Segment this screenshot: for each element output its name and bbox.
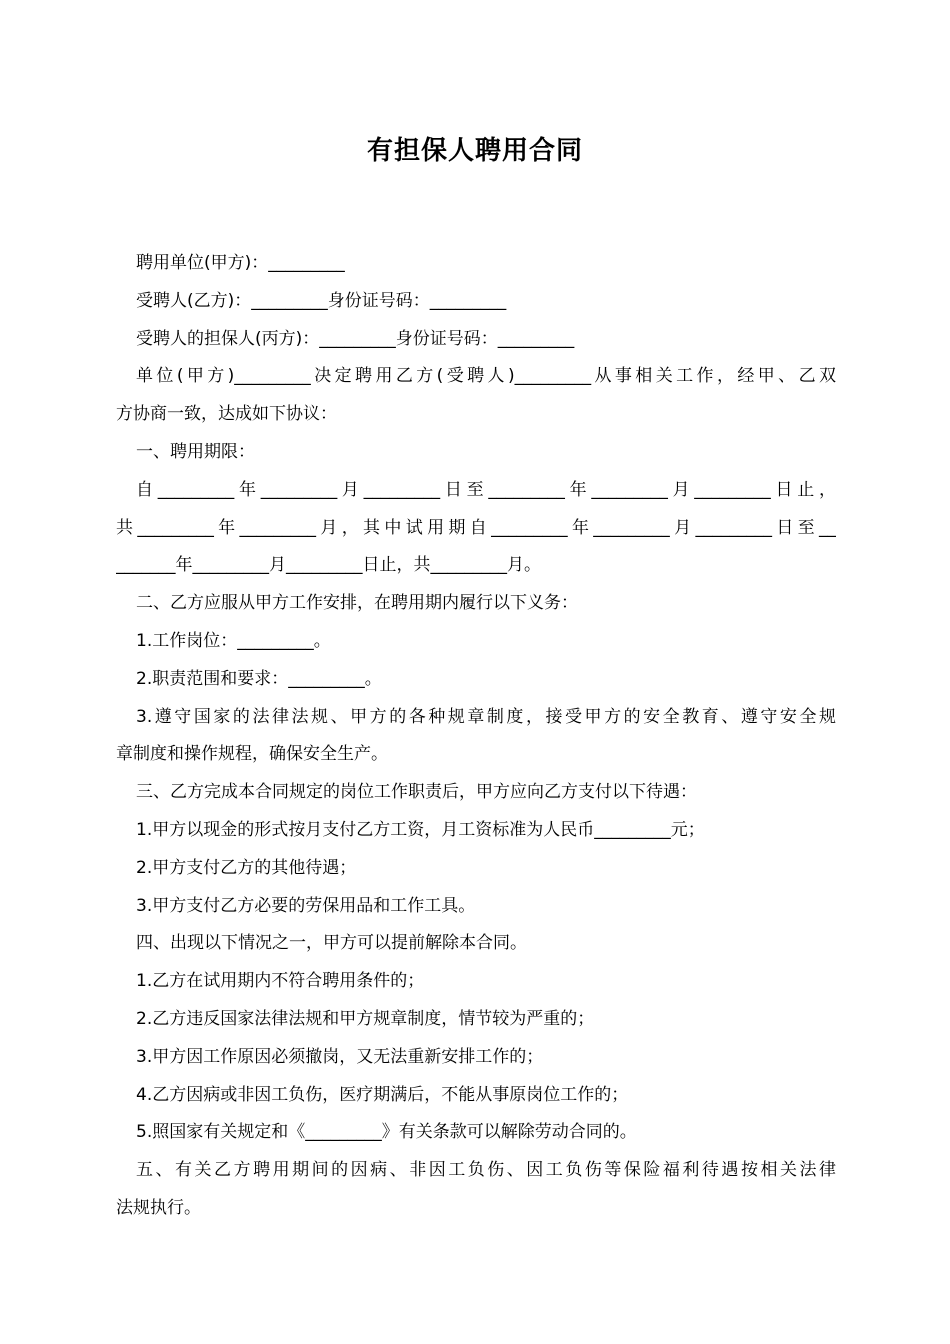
term-line-3: _______年_________月_________日止，共_________月。 [116, 555, 541, 576]
employer-line: 聘用单位(甲方)：_________ [136, 253, 345, 273]
section-4-item-1: 1.乙方在试用期内不符合聘用条件的； [136, 971, 425, 992]
section-2-heading: 二、乙方应服从甲方工作安排，在聘用期内履行以下义务： [136, 593, 578, 614]
term-line-2: 共_________年_________月，其中试用期自_________年_________月_________日至__ [116, 517, 836, 538]
section-3-item-2: 2.甲方支付乙方的其他待遇； [136, 857, 357, 878]
section-4-item-2: 2.乙方违反国家法律法规和甲方规章制度，情节较为严重的； [136, 1008, 595, 1029]
document-title: 有担保人聘用合同 [366, 136, 583, 166]
preamble-line-2: 方协商一致，达成如下协议： [116, 404, 337, 425]
section-5-line-2: 法规执行。 [116, 1197, 201, 1218]
section-2-item-2: 2.职责范围和要求：_________。 [136, 668, 382, 689]
section-4-item-5: 5.照国家有关规定和《_________》有关条款可以解除劳动合同的。 [136, 1122, 637, 1143]
section-4-item-4: 4.乙方因病或非因工负伤，医疗期满后，不能从事原岗位工作的； [136, 1084, 629, 1105]
guarantor-line: 受聘人的担保人(丙方)：_________身份证号码：_________ [136, 328, 575, 349]
section-1-heading: 一、聘用期限： [136, 441, 255, 462]
section-3-item-1: 1.甲方以现金的形式按月支付乙方工资，月工资标准为人民币_________元； [136, 819, 705, 840]
employee-line: 受聘人(乙方)：_________身份证号码：_________ [136, 290, 507, 311]
section-2-item-3-line-1: 3.遵守国家的法律法规、甲方的各种规章制度，接受甲方的安全教育、遵守安全规 [136, 706, 836, 727]
section-5-line-1: 五、有关乙方聘用期间的因病、非因工负伤、因工负伤等保险福利待遇按相关法律 [136, 1160, 836, 1181]
section-3-item-3: 3.甲方支付乙方必要的劳保用品和工作工具。 [136, 895, 476, 916]
preamble-line-1: 单位(甲方)_________决定聘用乙方(受聘人)_________从事相关工作，经甲、乙双 [136, 366, 836, 387]
section-2-item-1: 1.工作岗位：_________。 [136, 630, 331, 651]
section-4-heading: 四、出现以下情况之一，甲方可以提前解除本合同。 [136, 933, 527, 954]
term-line-1: 自_________年_________月_________日至_________年_________月_________日止， [136, 479, 836, 500]
section-3-heading: 三、乙方完成本合同规定的岗位工作职责后，甲方应向乙方支付以下待遇： [136, 782, 697, 803]
section-2-item-3-line-2: 章制度和操作规程，确保安全生产。 [116, 744, 388, 765]
section-4-item-3: 3.甲方因工作原因必须撤岗，又无法重新安排工作的； [136, 1046, 544, 1067]
document-body [116, 245, 836, 1228]
